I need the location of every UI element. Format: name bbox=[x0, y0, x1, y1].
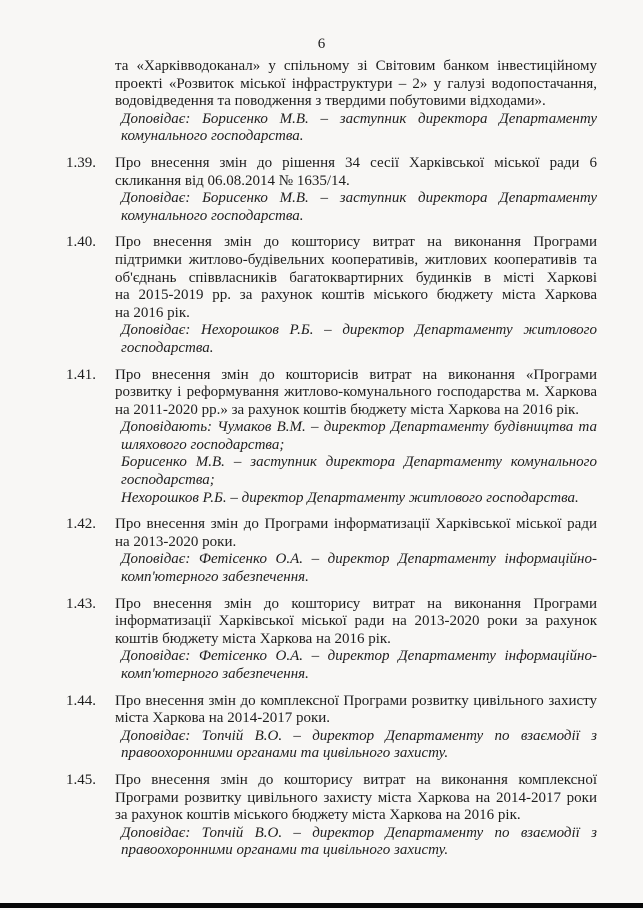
speaker-line: Нехорошков Р.Б. – директор Департаменту житлового господарства. bbox=[121, 489, 579, 506]
item-text bbox=[115, 155, 597, 225]
speaker-line: Борисенко М.В. – заступник директора Департаменту комунального господарства; bbox=[121, 454, 597, 489]
page-number: 6 bbox=[317, 36, 326, 52]
speaker-line: Доповідає: Борисенко М.В. – заступник директора Департаменту комунального господарства. bbox=[121, 190, 597, 224]
item-text bbox=[115, 234, 597, 357]
paragraph-text: Про внесення змін до рішення 34 сесії Харківської міської ради 6 скликання від 06.08.2014 № 1635/14. bbox=[115, 154, 597, 189]
speaker-line: Доповідає: Борисенко М.В. – заступник директора Департаменту комунального господарства. bbox=[121, 110, 597, 145]
speaker-line: Доповідає: Топчій В.О. – директор Департаменту по взаємодії з правоохоронними органами та цивільного захисту. bbox=[121, 727, 597, 762]
item-number: 1.39. bbox=[66, 154, 96, 171]
item-text bbox=[115, 516, 597, 586]
agenda-content bbox=[0, 53, 597, 860]
scan-edge-bar bbox=[0, 903, 643, 908]
paragraph-text: Про внесення змін до Програми інформатизації Харківської міської ради на 2013-2020 роки. bbox=[115, 516, 597, 550]
paragraph-text: Про внесення змін до кошторисів витрат на виконання «Програми розвитку і реформування житлово-комунального господарства м. Харкова на 2011-2020 рр.» за рахунок коштів бюджету міста Харкова на 2016 рік. bbox=[115, 366, 597, 418]
speaker-line: Доповідає: Нехорошков Р.Б. – директор Департаменту житлового господарства. bbox=[121, 322, 597, 356]
item-number: 1.40. bbox=[66, 234, 96, 251]
item-text bbox=[115, 693, 597, 763]
item-number: 1.41. bbox=[66, 366, 96, 383]
item-number: 1.43. bbox=[66, 595, 96, 612]
paragraph-text: Про внесення змін до кошторису витрат на виконання комплексної Програми розвитку цивільного захисту міста Харкова на 2014-2017 роки за рахунок коштів міського бюджету міста Харкова на 2016 рік. bbox=[115, 771, 597, 824]
paragraph-text: Про внесення змін до кошторису витрат на виконання Програми інформатизації Харківської міської ради на 2013-2020 роки за рахунок коштів бюджету міста Харкова на 2016 рік. bbox=[115, 595, 597, 647]
paragraph-text: Про внесення змін до комплексної Програми розвитку цивільного захисту міста Харкова на 2014-2017 роки. bbox=[115, 692, 597, 727]
agenda-item-1-41 bbox=[66, 367, 597, 508]
speaker-line: Доповідає: Фетісенко О.А. – директор Департаменту інформаційно-комп'ютерного забезпечення. bbox=[121, 551, 597, 586]
item-number: 1.42. bbox=[66, 516, 96, 533]
agenda-item-1-42 bbox=[66, 516, 597, 586]
item-text bbox=[115, 596, 597, 684]
agenda-item-1-45 bbox=[66, 772, 597, 860]
continuation-paragraph bbox=[115, 58, 597, 146]
agenda-item-1-39 bbox=[66, 155, 597, 225]
item-number: 1.44. bbox=[66, 692, 96, 709]
item-number: 1.45. bbox=[66, 771, 96, 788]
paragraph-text: та «Харківводоканал» у спільному зі Світовим банком інвестиційному проекті «Розвиток міської інфраструктури – 2» у галузі водопостачання, водовідведення та поводження з твердими побутовими відходами». bbox=[115, 58, 597, 110]
speaker-line: Доповідають: Чумаков В.М. – директор Департаменту будівництва та шляхового господарства; bbox=[121, 419, 597, 453]
item-text bbox=[115, 772, 597, 860]
speaker-line: Доповідає: Фетісенко О.А. – директор Департаменту інформаційно-комп'ютерного забезпечення. bbox=[121, 648, 597, 682]
agenda-item-1-44 bbox=[66, 693, 597, 763]
speaker-line: Доповідає: Топчій В.О. – директор Департаменту по взаємодії з правоохоронними органами та цивільного захисту. bbox=[121, 824, 597, 859]
paragraph-text: Про внесення змін до кошторису витрат на виконання Програми підтримки житлово-будівельних кооперативів, житлових кооперативів та об'єднань співвласників багатоквартирних будинків в місті Харкові на 2015-2019 рр. за рахунок коштів міського бюджету міста Харкова на 2016 рік. bbox=[115, 234, 597, 321]
item-text bbox=[115, 367, 597, 508]
agenda-item-1-43 bbox=[66, 596, 597, 684]
agenda-item-1-40 bbox=[66, 234, 597, 357]
